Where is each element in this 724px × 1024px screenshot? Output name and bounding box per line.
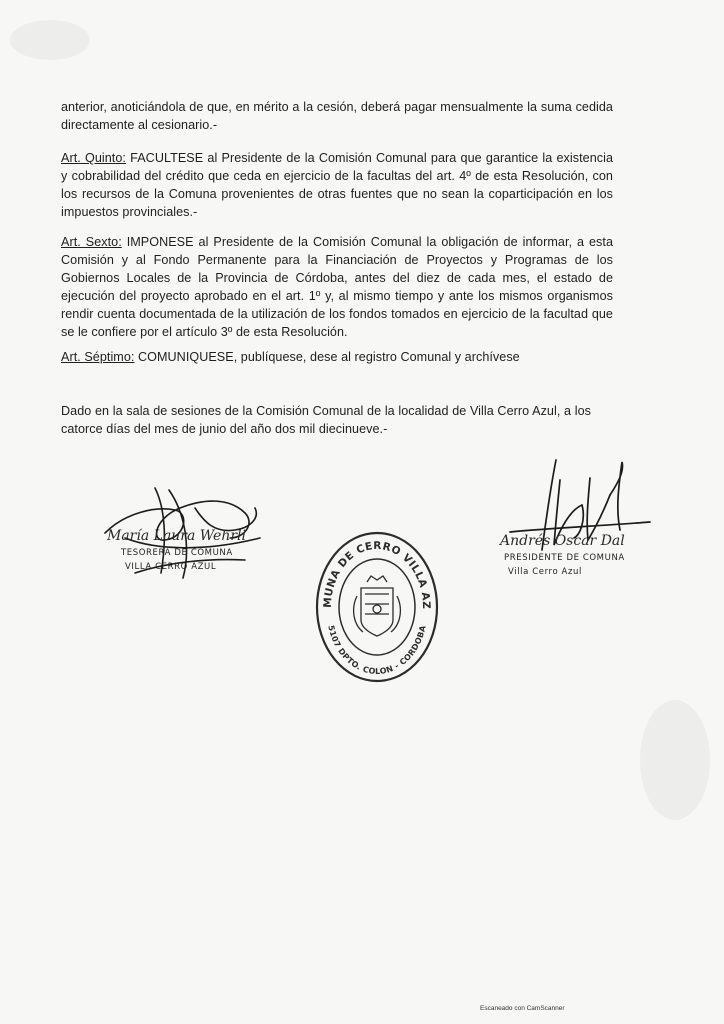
scan-smudge xyxy=(640,700,710,820)
paragraph-text: Dado en la sala de sesiones de la Comisión Comunal de la localidad de Villa Cerro Azul, a los catorce días del mes de junio del año dos mil diecinueve.- xyxy=(61,404,591,436)
seal-top-text: MUNA DE CERRO VILLA AZ xyxy=(321,539,433,610)
scan-smudge xyxy=(10,20,90,60)
signer-location: VILLA CERRO AZUL xyxy=(125,562,217,572)
closing-paragraph xyxy=(61,402,591,438)
paragraph-text: COMUNIQUESE, publíquese, dese al registro Comunal y archívese xyxy=(134,350,520,364)
article-heading: Art. Sexto: xyxy=(61,235,122,249)
signer-name: Andrés Oscar Dal xyxy=(500,533,625,549)
scanner-watermark: Escaneado con CamScanner xyxy=(480,1005,565,1012)
paragraph-continuation xyxy=(61,98,613,134)
signer-name: María Laura Wehrli xyxy=(107,528,246,544)
stamp-icon xyxy=(313,528,441,686)
signature-president xyxy=(490,450,670,585)
paragraph-text: FACULTESE al Presidente de la Comisión Comunal para que garantice la existencia y cobrabilidad del crédito que ceda en ejercicio de la facultas del art. 4º de esta Resolución, con los recursos de la Comuna provenientes de otras fuentes que no sean la coparticipación en los impuestos provinciales.- xyxy=(61,151,614,219)
signature-treasurer xyxy=(95,478,275,588)
article-septimo xyxy=(61,348,613,366)
article-quinto xyxy=(61,149,613,221)
article-heading: Art. Séptimo: xyxy=(61,350,135,364)
signer-location: Villa Cerro Azul xyxy=(508,567,582,577)
article-heading: Art. Quinto: xyxy=(61,151,126,165)
svg-text:5107 DPTO. COLON - CORDOBA xyxy=(326,624,428,676)
signer-role: TESORERA DE COMUNA xyxy=(121,548,233,558)
paragraph-text: IMPONESE al Presidente de la Comisión Comunal la obligación de informar, a esta Comisión y al Fondo Permanente para la Financiación de Proyectos y Programas de los Gobiernos Locales de la Provincia de Córdoba, antes del diez de cada mes, el estado de ejecución del proyecto aprobado en el art. 1º y, al mismo tiempo y ante los mismos organismos rendir cuenta documentada de la utilización de los fondos tomados en ejercicio de la facultad que se le confiere por el artículo 3º de esta Resolución. xyxy=(61,235,614,339)
handwritten-signature-icon xyxy=(490,450,670,585)
official-seal xyxy=(313,528,441,686)
signer-role: PRESIDENTE DE COMUNA xyxy=(504,553,625,563)
article-sexto xyxy=(61,233,613,341)
seal-bottom-text: 5107 DPTO. COLON - CORDOBA xyxy=(326,624,428,677)
paragraph-text: anterior, anoticiándola de que, en mérito a la cesión, deberá pagar mensualmente la suma cedida directamente al cesionario.- xyxy=(61,100,613,132)
